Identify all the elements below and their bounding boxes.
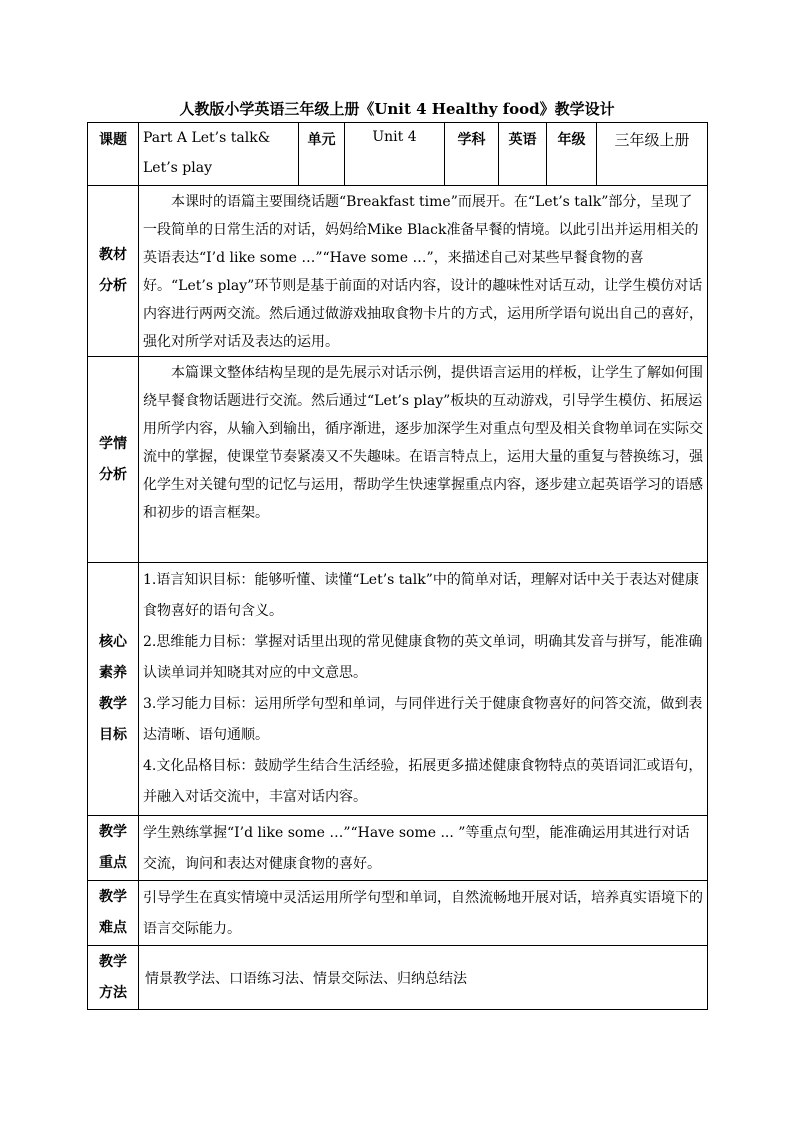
key-points-row	[88, 816, 708, 881]
difficulties-text: 引导学生在真实情境中灵活运用所学句型和单词，自然流畅地开展对话，培养真实语境下的语言交际能力。	[139, 881, 708, 946]
topic-label: 课题	[88, 123, 139, 186]
material-analysis-row	[88, 186, 708, 357]
material-analysis-text: 本课时的语篇主要围绕话题“Breakfast time”而展开。在“Let’s talk”部分，呈现了一段简单的日常生活的对话，妈妈给Mike Black准备早餐的情境。以此引出并运用相关的英语表达“I’d like some …”“Have some …”，来描述自己对某些早餐食物的喜好。“Let’s play”环节则是基于前面的对话内容，设计的趣味性对话互动，让学生模仿对话内容进行两两交流。然后通过做游戏抽取食物卡片的方式，运用所学语句说出自己的喜好，强化对所学对话及表达的运用。	[139, 186, 708, 357]
unit-label: 单元	[299, 123, 345, 186]
methods-text: 情景教学法、口语练习法、情景交际法、归纳总结法	[139, 946, 708, 1010]
subject-value: 英语	[499, 123, 547, 186]
objective-item: 2.思维能力目标：掌握对话里出现的常见健康食物的英文单词，明确其发音与拼写，能准确认读单词并知晓其对应的中文意思。	[143, 634, 703, 681]
methods-label: 教学 方法	[88, 946, 139, 1010]
grade-value: 三年级上册	[597, 123, 708, 186]
header-row	[88, 123, 708, 186]
learner-analysis-label: 学情 分析	[88, 357, 139, 563]
topic-value: Part A Let’s talk& Let’s play	[139, 123, 299, 186]
objective-item: 1.语言知识目标：能够听懂、读懂“Let’s talk”中的简单对话，理解对话中关于表达对健康食物喜好的语句含义。	[143, 572, 699, 619]
objectives-label: 核心 素养 教学 目标	[88, 563, 139, 816]
subject-label: 学科	[445, 123, 499, 186]
lesson-plan-table	[87, 122, 708, 1010]
objective-item: 3.学习能力目标：运用所学句型和单词，与同伴进行关于健康食物喜好的问答交流，做到表达清晰、语句通顺。	[143, 696, 703, 743]
objectives-row	[88, 563, 708, 816]
material-analysis-label: 教材 分析	[88, 186, 139, 357]
key-points-text: 学生熟练掌握“I’d like some …”“Have some ... ”等重点句型，能准确运用其进行对话交流，询问和表达对健康食物的喜好。	[139, 816, 708, 881]
objectives-list	[139, 563, 708, 816]
difficulties-row	[88, 881, 708, 946]
unit-value: Unit 4	[345, 123, 445, 186]
key-points-label: 教学 重点	[88, 816, 139, 881]
document-title: 人教版小学英语三年级上册《Unit 4 Healthy food》教学设计	[179, 100, 615, 118]
learner-analysis-text: 本篇课文整体结构呈现的是先展示对话示例，提供语言运用的样板，让学生了解如何围绕早餐食物话题进行交流。然后通过“Let’s play”板块的互动游戏，引导学生模仿、拓展运用所学内容，从输入到输出，循序渐进，逐步加深学生对重点句型及相关食物单词在实际交流中的掌握，使课堂节奏紧凑又不失趣味。在语言特点上，运用大量的重复与替换练习，强化学生对关键句型的记忆与运用，帮助学生快速掌握重点内容，逐步建立起英语学习的语感和初步的语言框架。	[139, 357, 708, 563]
learner-analysis-row	[88, 357, 708, 563]
grade-label: 年级	[547, 123, 597, 186]
objective-item: 4.文化品格目标：鼓励学生结合生活经验，拓展更多描述健康食物特点的英语词汇或语句，并融入对话交流中，丰富对话内容。	[143, 758, 703, 805]
difficulties-label: 教学 难点	[88, 881, 139, 946]
methods-row	[88, 946, 708, 1010]
